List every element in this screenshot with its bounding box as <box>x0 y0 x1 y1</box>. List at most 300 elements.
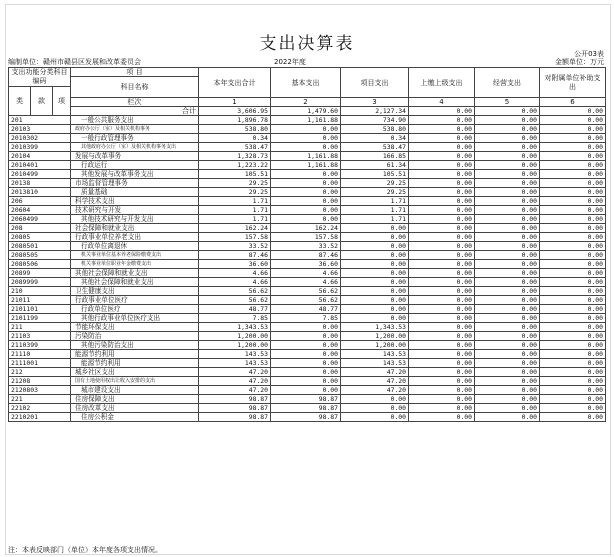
row-total: 56.62 <box>199 287 271 296</box>
row-code: 2089999 <box>9 278 71 287</box>
row-subject-name: 行政单位医疗 <box>71 305 199 314</box>
row-business: 0.00 <box>475 242 540 251</box>
table-row <box>9 323 606 332</box>
row-upper: 0.00 <box>409 323 475 332</box>
row-upper: 0.00 <box>409 296 475 305</box>
row-subject-name: 质量基础 <box>71 188 199 197</box>
row-code: 2010302 <box>9 134 71 143</box>
row-code: 21011 <box>9 296 71 305</box>
row-subsidy: 0.00 <box>540 188 606 197</box>
row-code: 206 <box>9 197 71 206</box>
lei-header: 类 <box>9 87 31 116</box>
row-business: 0.00 <box>475 134 540 143</box>
row-project: 0.00 <box>341 287 409 296</box>
sum-project: 2,127.34 <box>341 107 409 116</box>
row-upper: 0.00 <box>409 206 475 215</box>
row-total: 98.87 <box>199 404 271 413</box>
row-basic: 36.60 <box>271 260 341 269</box>
row-subsidy: 0.00 <box>540 296 606 305</box>
row-subsidy: 0.00 <box>540 206 606 215</box>
row-project: 166.85 <box>341 152 409 161</box>
row-project: 734.90 <box>341 116 409 125</box>
col-index-label: 栏次 <box>71 98 199 107</box>
row-subject-name: 其他社会保障和就业支出 <box>71 278 199 287</box>
row-upper: 0.00 <box>409 233 475 242</box>
xiang-header: 项 <box>53 87 71 116</box>
row-total: 7.85 <box>199 314 271 323</box>
table-row <box>9 341 606 350</box>
row-basic: 4.66 <box>271 278 341 287</box>
row-business: 0.00 <box>475 125 540 134</box>
row-basic: 0.00 <box>271 170 341 179</box>
row-basic: 0.00 <box>271 350 341 359</box>
row-upper: 0.00 <box>409 134 475 143</box>
row-project: 538.80 <box>341 125 409 134</box>
row-business: 0.00 <box>475 170 540 179</box>
row-total: 538.80 <box>199 125 271 134</box>
table-row <box>9 206 606 215</box>
table-row <box>9 413 606 422</box>
row-upper: 0.00 <box>409 242 475 251</box>
row-total: 98.87 <box>199 395 271 404</box>
row-business: 0.00 <box>475 269 540 278</box>
row-subject-name: 能源节约利用 <box>71 359 199 368</box>
row-subsidy: 0.00 <box>540 197 606 206</box>
row-upper: 0.00 <box>409 260 475 269</box>
row-basic: 0.00 <box>271 341 341 350</box>
row-code: 210 <box>9 287 71 296</box>
row-business: 0.00 <box>475 206 540 215</box>
row-business: 0.00 <box>475 143 540 152</box>
row-code: 2013810 <box>9 188 71 197</box>
idx-6: 6 <box>540 98 606 107</box>
row-code: 21208 <box>9 377 71 386</box>
row-code: 2110399 <box>9 341 71 350</box>
row-upper: 0.00 <box>409 359 475 368</box>
row-total: 162.24 <box>199 224 271 233</box>
row-basic: 0.00 <box>271 143 341 152</box>
row-project: 1,200.00 <box>341 341 409 350</box>
row-upper: 0.00 <box>409 404 475 413</box>
row-basic: 98.87 <box>271 413 341 422</box>
row-code: 20103 <box>9 125 71 134</box>
org-label: 编制单位：赣州市赣县区发展和改革委员会 <box>8 58 141 66</box>
row-project: 0.00 <box>341 404 409 413</box>
row-code: 2101101 <box>9 305 71 314</box>
row-subject-name: 一般行政管理事务 <box>71 134 199 143</box>
business-header: 经营支出 <box>475 68 540 98</box>
row-total: 1,223.22 <box>199 161 271 170</box>
row-subject-name: 城乡社区支出 <box>71 368 199 377</box>
row-code: 2120803 <box>9 386 71 395</box>
table-row <box>9 332 606 341</box>
row-business: 0.00 <box>475 233 540 242</box>
row-total: 98.87 <box>199 413 271 422</box>
table-row <box>9 125 606 134</box>
total-header: 本年支出合计 <box>199 68 271 98</box>
row-business: 0.00 <box>475 368 540 377</box>
row-total: 29.25 <box>199 188 271 197</box>
row-subsidy: 0.00 <box>540 359 606 368</box>
table-row <box>9 287 606 296</box>
row-basic: 0.00 <box>271 332 341 341</box>
row-total: 105.51 <box>199 170 271 179</box>
row-business: 0.00 <box>475 251 540 260</box>
row-subsidy: 0.00 <box>540 305 606 314</box>
table-row <box>9 278 606 287</box>
row-upper: 0.00 <box>409 341 475 350</box>
row-code: 2080506 <box>9 260 71 269</box>
row-subject-name: 行政事业单位养老支出 <box>71 233 199 242</box>
row-code: 22102 <box>9 404 71 413</box>
table-row <box>9 350 606 359</box>
row-code: 2010399 <box>9 143 71 152</box>
row-project: 0.00 <box>341 278 409 287</box>
subsidy-header: 对附属单位补助支出 <box>540 68 606 98</box>
table-row <box>9 368 606 377</box>
unit-label: 金额单位：万元 <box>555 58 604 66</box>
row-total: 29.25 <box>199 179 271 188</box>
row-total: 87.46 <box>199 251 271 260</box>
row-total: 47.20 <box>199 386 271 395</box>
idx-2: 2 <box>271 98 341 107</box>
row-upper: 0.00 <box>409 251 475 260</box>
sum-basic: 1,479.60 <box>271 107 341 116</box>
row-upper: 0.00 <box>409 170 475 179</box>
row-subject-name: 污染防治 <box>71 332 199 341</box>
row-total: 143.53 <box>199 350 271 359</box>
row-project: 1.71 <box>341 197 409 206</box>
row-business: 0.00 <box>475 287 540 296</box>
row-business: 0.00 <box>475 332 540 341</box>
row-subsidy: 0.00 <box>540 332 606 341</box>
row-project: 29.25 <box>341 188 409 197</box>
row-code: 2101199 <box>9 314 71 323</box>
row-total: 48.77 <box>199 305 271 314</box>
row-code: 208 <box>9 224 71 233</box>
row-subject-name: 行政事业单位医疗 <box>71 296 199 305</box>
row-business: 0.00 <box>475 152 540 161</box>
row-basic: 157.58 <box>271 233 341 242</box>
row-subject-name: 行政运行 <box>71 161 199 170</box>
row-code: 212 <box>9 368 71 377</box>
project-header: 项目支出 <box>341 68 409 98</box>
row-business: 0.00 <box>475 341 540 350</box>
row-project: 1,343.53 <box>341 323 409 332</box>
row-project: 0.00 <box>341 260 409 269</box>
row-business: 0.00 <box>475 386 540 395</box>
row-upper: 0.00 <box>409 161 475 170</box>
row-code: 20104 <box>9 152 71 161</box>
page-title: 支出决算表 <box>259 34 355 54</box>
table-row <box>9 251 606 260</box>
table-row <box>9 134 606 143</box>
row-basic: 0.00 <box>271 377 341 386</box>
row-upper: 0.00 <box>409 224 475 233</box>
row-code: 20138 <box>9 179 71 188</box>
row-code: 20604 <box>9 206 71 215</box>
table-row <box>9 197 606 206</box>
row-subsidy: 0.00 <box>540 395 606 404</box>
row-subsidy: 0.00 <box>540 233 606 242</box>
row-basic: 1,161.88 <box>271 116 341 125</box>
row-subject-name: 其他污染防治支出 <box>71 341 199 350</box>
row-subject-name: 发展与改革事务 <box>71 152 199 161</box>
row-upper: 0.00 <box>409 215 475 224</box>
table-row <box>9 179 606 188</box>
row-business: 0.00 <box>475 215 540 224</box>
row-subsidy: 0.00 <box>540 161 606 170</box>
row-subsidy: 0.00 <box>540 350 606 359</box>
row-project: 0.00 <box>341 224 409 233</box>
row-basic: 56.62 <box>271 296 341 305</box>
subject-name-header: 科目名称 <box>71 77 199 98</box>
row-total: 1.71 <box>199 206 271 215</box>
row-upper: 0.00 <box>409 269 475 278</box>
row-basic: 0.00 <box>271 125 341 134</box>
row-code: 2080505 <box>9 251 71 260</box>
row-business: 0.00 <box>475 350 540 359</box>
row-project: 1.71 <box>341 215 409 224</box>
row-project: 0.00 <box>341 269 409 278</box>
row-subsidy: 0.00 <box>540 386 606 395</box>
table-number: 公开03表 <box>574 50 604 58</box>
table-row <box>9 296 606 305</box>
table-row <box>9 224 606 233</box>
row-basic: 0.00 <box>271 323 341 332</box>
row-project: 0.00 <box>341 314 409 323</box>
row-upper: 0.00 <box>409 395 475 404</box>
row-business: 0.00 <box>475 188 540 197</box>
row-business: 0.00 <box>475 197 540 206</box>
row-code: 2111001 <box>9 359 71 368</box>
row-project: 0.00 <box>341 233 409 242</box>
row-subject-name: 其他政府办公厅（室）及相关机构事务支出 <box>71 143 199 152</box>
table-row <box>9 143 606 152</box>
row-total: 538.47 <box>199 143 271 152</box>
row-basic: 0.00 <box>271 188 341 197</box>
row-upper: 0.00 <box>409 350 475 359</box>
row-business: 0.00 <box>475 359 540 368</box>
row-business: 0.00 <box>475 305 540 314</box>
row-total: 1,200.00 <box>199 341 271 350</box>
row-project: 143.53 <box>341 350 409 359</box>
row-subject-name: 住房保障支出 <box>71 395 199 404</box>
row-upper: 0.00 <box>409 278 475 287</box>
row-business: 0.00 <box>475 116 540 125</box>
expenditure-table <box>8 67 606 422</box>
row-subject-name: 节能环保支出 <box>71 323 199 332</box>
row-total: 157.58 <box>199 233 271 242</box>
table-row <box>9 314 606 323</box>
kuan-header: 款 <box>31 87 53 116</box>
row-upper: 0.00 <box>409 179 475 188</box>
row-subsidy: 0.00 <box>540 251 606 260</box>
row-subsidy: 0.00 <box>540 125 606 134</box>
idx-1: 1 <box>199 98 271 107</box>
row-total: 56.62 <box>199 296 271 305</box>
row-subsidy: 0.00 <box>540 341 606 350</box>
row-upper: 0.00 <box>409 197 475 206</box>
row-basic: 1,161.88 <box>271 161 341 170</box>
row-total: 33.52 <box>199 242 271 251</box>
row-subsidy: 0.00 <box>540 152 606 161</box>
row-subject-name: 机关事业单位基本养老保险缴费支出 <box>71 251 199 260</box>
upper-header: 上缴上级支出 <box>409 68 475 98</box>
row-upper: 0.00 <box>409 116 475 125</box>
row-code: 2210201 <box>9 413 71 422</box>
row-basic: 0.00 <box>271 359 341 368</box>
row-subject-name: 其他社会保障和就业支出 <box>71 269 199 278</box>
row-subject-name: 社会保障和就业支出 <box>71 224 199 233</box>
row-subject-name: 住房改革支出 <box>71 404 199 413</box>
row-business: 0.00 <box>475 413 540 422</box>
row-subject-name: 国有土地使用权出让收入安排的支出 <box>71 377 199 386</box>
row-subsidy: 0.00 <box>540 260 606 269</box>
year-label: 2022年度 <box>274 58 306 66</box>
footnote: 注：本表反映部门（单位）本年度各项支出情况。 <box>8 546 162 554</box>
row-business: 0.00 <box>475 278 540 287</box>
row-code: 2060499 <box>9 215 71 224</box>
row-total: 1,343.53 <box>199 323 271 332</box>
row-code: 20805 <box>9 233 71 242</box>
table-row <box>9 269 606 278</box>
row-subsidy: 0.00 <box>540 134 606 143</box>
row-business: 0.00 <box>475 377 540 386</box>
sum-upper: 0.00 <box>409 107 475 116</box>
basic-header: 基本支出 <box>271 68 341 98</box>
row-total: 36.60 <box>199 260 271 269</box>
table-row <box>9 395 606 404</box>
row-upper: 0.00 <box>409 152 475 161</box>
table-row <box>9 116 606 125</box>
row-upper: 0.00 <box>409 125 475 134</box>
row-total: 1,200.00 <box>199 332 271 341</box>
row-subsidy: 0.00 <box>540 278 606 287</box>
item-header: 项 目 <box>71 68 199 77</box>
row-project: 29.25 <box>341 179 409 188</box>
row-business: 0.00 <box>475 395 540 404</box>
table-row <box>9 170 606 179</box>
table-row <box>9 152 606 161</box>
row-subject-name: 一般公共服务支出 <box>71 116 199 125</box>
row-upper: 0.00 <box>409 287 475 296</box>
row-subsidy: 0.00 <box>540 314 606 323</box>
row-subject-name: 其他技术研究与开发支出 <box>71 215 199 224</box>
row-basic: 98.87 <box>271 395 341 404</box>
row-code: 21103 <box>9 332 71 341</box>
table-row <box>9 386 606 395</box>
row-basic: 7.85 <box>271 314 341 323</box>
row-project: 143.53 <box>341 359 409 368</box>
func-code-header: 支出功能分类科目编码 <box>9 68 71 87</box>
row-subsidy: 0.00 <box>540 377 606 386</box>
row-project: 0.34 <box>341 134 409 143</box>
row-subsidy: 0.00 <box>540 170 606 179</box>
row-subsidy: 0.00 <box>540 323 606 332</box>
row-basic: 48.77 <box>271 305 341 314</box>
row-code: 21110 <box>9 350 71 359</box>
row-project: 0.00 <box>341 242 409 251</box>
table-row <box>9 233 606 242</box>
row-upper: 0.00 <box>409 143 475 152</box>
row-subject-name: 能源节约利用 <box>71 350 199 359</box>
row-business: 0.00 <box>475 404 540 413</box>
row-code: 2080501 <box>9 242 71 251</box>
row-business: 0.00 <box>475 314 540 323</box>
row-project: 105.51 <box>341 170 409 179</box>
row-upper: 0.00 <box>409 377 475 386</box>
row-subsidy: 0.00 <box>540 179 606 188</box>
row-code: 221 <box>9 395 71 404</box>
row-project: 0.00 <box>341 413 409 422</box>
row-subsidy: 0.00 <box>540 404 606 413</box>
table-row <box>9 215 606 224</box>
row-total: 47.20 <box>199 368 271 377</box>
row-subsidy: 0.00 <box>540 413 606 422</box>
row-upper: 0.00 <box>409 188 475 197</box>
row-total: 4.66 <box>199 278 271 287</box>
sum-subsidy: 0.00 <box>540 107 606 116</box>
row-subject-name: 其他行政事业单位医疗支出 <box>71 314 199 323</box>
row-project: 0.00 <box>341 296 409 305</box>
row-subsidy: 0.00 <box>540 269 606 278</box>
row-subsidy: 0.00 <box>540 215 606 224</box>
row-upper: 0.00 <box>409 413 475 422</box>
row-subject-name: 行政单位离退休 <box>71 242 199 251</box>
row-subsidy: 0.00 <box>540 224 606 233</box>
row-subject-name: 科学技术支出 <box>71 197 199 206</box>
row-basic: 1,161.88 <box>271 152 341 161</box>
row-project: 538.47 <box>341 143 409 152</box>
sum-total: 3,606.95 <box>199 107 271 116</box>
table-row <box>9 359 606 368</box>
row-upper: 0.00 <box>409 314 475 323</box>
row-subsidy: 0.00 <box>540 143 606 152</box>
row-subject-name: 市场监督管理事务 <box>71 179 199 188</box>
row-basic: 98.87 <box>271 404 341 413</box>
row-code: 201 <box>9 116 71 125</box>
row-basic: 0.00 <box>271 215 341 224</box>
table-row <box>9 305 606 314</box>
table-row <box>9 260 606 269</box>
row-upper: 0.00 <box>409 386 475 395</box>
row-basic: 33.52 <box>271 242 341 251</box>
row-basic: 0.00 <box>271 206 341 215</box>
row-basic: 0.00 <box>271 386 341 395</box>
row-subject-name: 机关事业单位职业年金缴费支出 <box>71 260 199 269</box>
row-subsidy: 0.00 <box>540 242 606 251</box>
row-basic: 162.24 <box>271 224 341 233</box>
row-subject-name: 卫生健康支出 <box>71 287 199 296</box>
row-total: 4.66 <box>199 269 271 278</box>
row-basic: 0.00 <box>271 179 341 188</box>
row-total: 1,896.78 <box>199 116 271 125</box>
row-project: 0.00 <box>341 251 409 260</box>
meta-line <box>8 57 604 66</box>
row-subject-name: 其他发展与改革事务支出 <box>71 170 199 179</box>
row-basic: 0.00 <box>271 197 341 206</box>
row-basic: 0.00 <box>271 368 341 377</box>
row-project: 47.20 <box>341 386 409 395</box>
table-row <box>9 242 606 251</box>
idx-5: 5 <box>475 98 540 107</box>
row-basic: 0.00 <box>271 134 341 143</box>
row-business: 0.00 <box>475 296 540 305</box>
row-total: 0.34 <box>199 134 271 143</box>
row-total: 1.71 <box>199 197 271 206</box>
row-project: 47.20 <box>341 368 409 377</box>
